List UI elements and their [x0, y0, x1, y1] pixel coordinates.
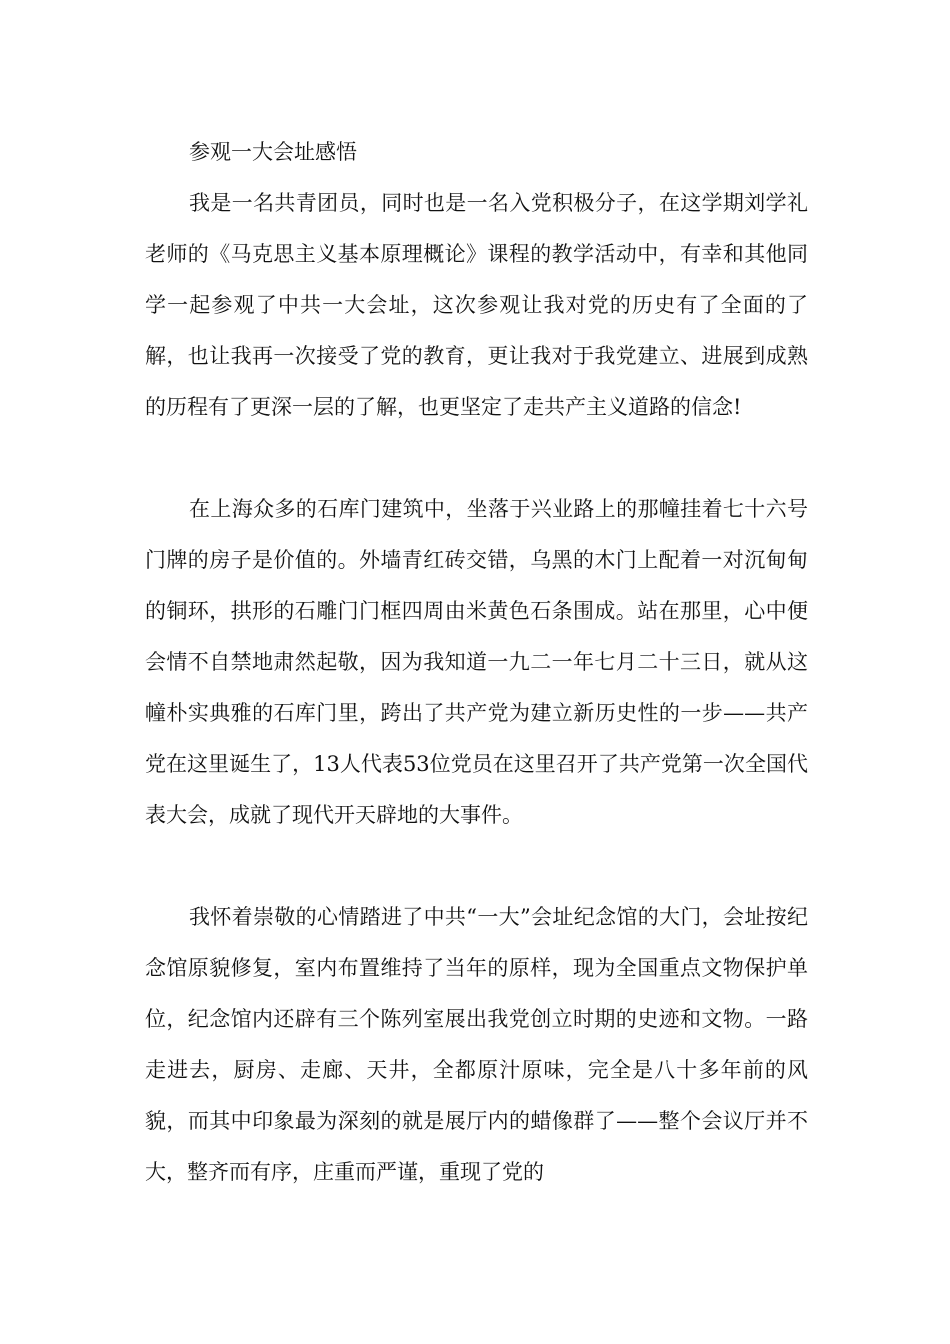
document-body	[145, 127, 808, 1198]
document-title: 参观一大会址感悟	[189, 140, 357, 164]
paragraph-3: 我怀着崇敬的心情踏进了中共“一大”会址纪念馆的大门，会址按纪念馆原貌修复，室内布置维持了当年的原样，现为全国重点文物保护单位，纪念馆内还辟有三个陈列室展出我党创立时期的史迹和文物。一路走进去，厨房、走廊、天井，全都原汁原味，完全是八十多年前的风貌，而其中印象最为深刻的就是展厅内的蜡像群了——整个会议厅并不大，整齐而有序，庄重而严谨，重现了党的	[145, 905, 808, 1184]
paragraph-spacer	[145, 433, 808, 484]
paragraph-1: 我是一名共青团员，同时也是一名入党积极分子，在这学期刘学礼老师的《马克思主义基本原理概论》课程的教学活动中，有幸和其他同学一起参观了中共一大会址，这次参观让我对党的历史有了全面的了解，也让我再一次接受了党的教育，更让我对于我党建立、进展到成熟的历程有了更深一层的了解，也更坚定了走共产主义道路的信念!	[145, 191, 808, 419]
paragraph-spacer	[145, 841, 808, 892]
paragraph-2: 在上海众多的石库门建筑中，坐落于兴业路上的那幢挂着七十六号门牌的房子是价值的。外墙青红砖交错，乌黑的木门上配着一对沉甸甸的铜环，拱形的石雕门门框四周由米黄色石条围成。站在那里，心中便会情不自禁地肃然起敬，因为我知道一九二一年七月二十三日，就从这幢朴实典雅的石库门里，跨出了共产党为建立新历史性的一步——共产党在这里诞生了，13人代表53位党员在这里召开了共产党第一次全国代表大会，成就了现代开天辟地的大事件。	[145, 497, 808, 827]
